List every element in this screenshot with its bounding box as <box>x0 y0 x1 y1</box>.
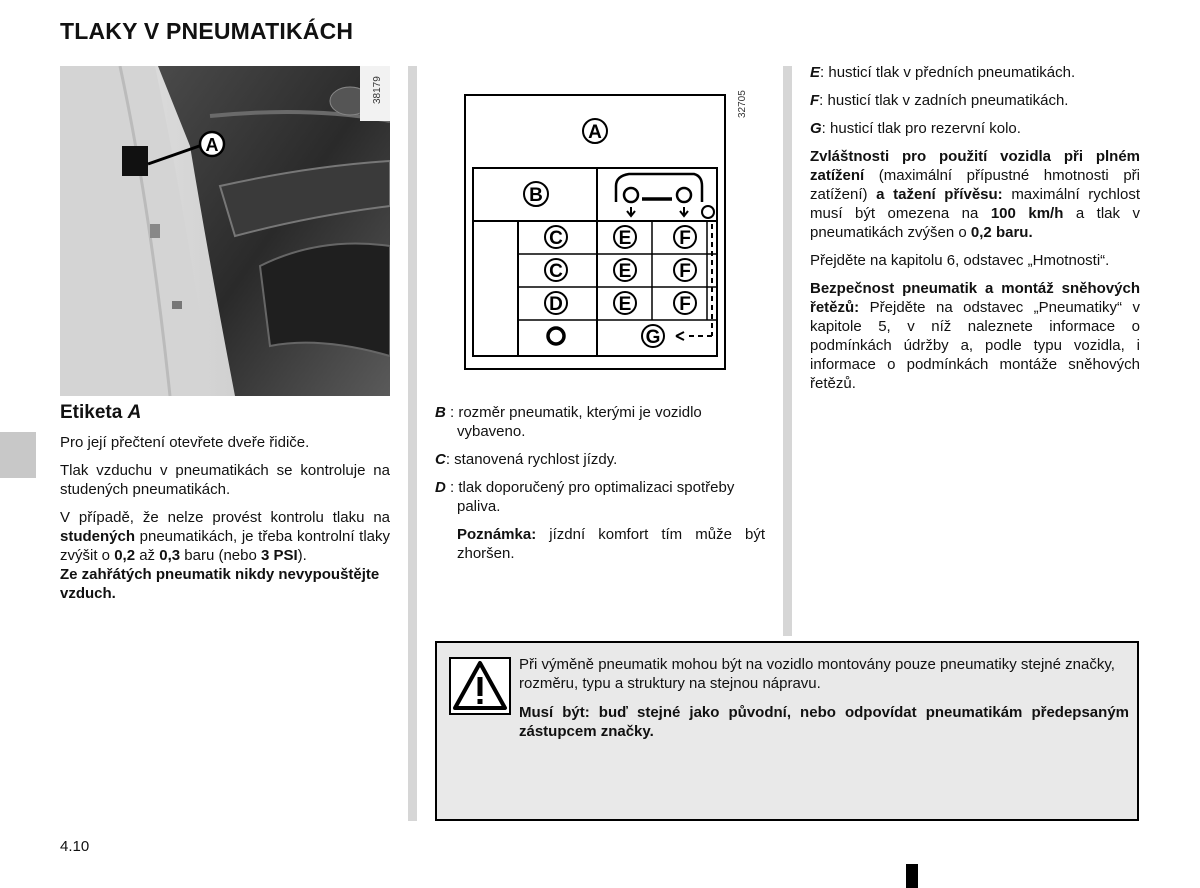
text-run-bold: 0,3 <box>159 547 181 564</box>
legend-text: : stanovená rychlost jízdy. <box>445 451 618 468</box>
text-run-bold: a tažení přívěsu: <box>876 186 1003 203</box>
diagram-label-a: A <box>588 122 602 143</box>
paragraph-do-not-deflate: Ze zahřátých pneumatik nikdy nevypouštějte vzduch. <box>60 566 380 602</box>
warning-triangle-icon <box>451 659 509 713</box>
section-heading <box>60 402 390 424</box>
left-column <box>60 402 390 612</box>
paragraph-weights-ref: Přejděte na kapitolu 6, odstavec „Hmotnosti“. <box>810 252 1110 269</box>
warning-text <box>519 655 1129 750</box>
diagram-cell-r2c1: C <box>549 261 563 282</box>
middle-column <box>435 403 765 572</box>
note-paragraph <box>435 525 765 563</box>
tyre-label-diagram <box>464 94 726 370</box>
diagram-cell-r2c2: E <box>618 261 632 282</box>
diagram-cell-r3c2: E <box>618 294 632 315</box>
diagram-cell-r3c1: D <box>549 294 563 315</box>
column-rule-right <box>783 66 792 636</box>
text-run: pneumatikách, je třeba kontrolní tlaky zvýšit o <box>60 528 390 564</box>
note-text: jízdní komfort tím může být zhoršen. <box>457 526 765 562</box>
column-rule-left <box>408 66 417 821</box>
text-run: maximální rychlost musí být omezena na <box>810 186 1140 222</box>
legend-letter: F <box>810 92 820 109</box>
text-run: (maximální přípustné hmotnosti při zatížení) <box>810 167 1140 203</box>
text-run: Přejděte na odstavec „Pneumatiky“ v kapitole 5, v níž naleznete informace o podmínkách údržby a, podle typu vozidla, i informace o podmínkách montáže sněhových řetězů. <box>810 299 1140 392</box>
tyre-label-drawing <box>464 94 726 370</box>
page-title: TLAKY V PNEUMATIKÁCH <box>60 18 354 44</box>
text-run-bold: 0,2 <box>114 547 136 564</box>
legend-letter: C <box>435 451 446 468</box>
text-run: a tlak v pneumatikách zvýšen o <box>810 205 1141 241</box>
paragraph-open-door: Pro její přečtení otevřete dveře řidiče. <box>60 434 310 451</box>
warning-paragraph-1: Při výměně pneumatik mohou být na vozidlo montovány pouze pneumatiky stejné značky, rozměru, typu a struktury na stejnou nápravu. <box>519 656 1115 692</box>
text-run-bold: studených <box>60 528 136 545</box>
diagram-code: 32705 <box>737 90 748 118</box>
text-run: ). <box>297 547 307 564</box>
text-run-bold: 0,2 baru. <box>970 224 1033 241</box>
chapter-tab <box>0 432 36 478</box>
warning-icon-frame <box>449 657 511 715</box>
legend-letter: D <box>435 479 446 496</box>
legend-letter: E <box>810 64 821 81</box>
door-photo <box>60 66 390 396</box>
legend-item-c <box>435 450 765 469</box>
photo-code: 38179 <box>372 76 383 104</box>
diagram-cell-r1c1: C <box>549 228 563 249</box>
text-run: V případě, že nelze provést kontrolu tlaku na <box>60 509 390 526</box>
legend-text: : husticí tlak v zadních pneumatikách. <box>819 92 1069 109</box>
diagram-cell-r3c3: F <box>679 294 691 315</box>
note-label: Poznámka: <box>457 526 537 543</box>
legend-letter: G <box>810 120 822 137</box>
section-heading-letter: A <box>127 402 142 423</box>
page-edge-mark <box>906 864 918 888</box>
door-illustration <box>60 66 390 396</box>
legend-item-e <box>810 63 1140 82</box>
warning-box <box>435 641 1139 821</box>
text-run-bold: 3 PSI <box>260 547 298 564</box>
text-run-bold: Zvláštnosti pro použití vozidla při plném zatížení <box>810 148 1140 184</box>
diagram-cell-r1c3: F <box>679 228 691 249</box>
photo-callout-label: A <box>205 135 219 155</box>
page-number: 4.10 <box>60 838 90 855</box>
paragraph-full-load <box>810 147 1140 242</box>
text-run-bold: 100 km/h <box>990 205 1064 222</box>
section-heading-prefix: Etiketa <box>60 402 128 423</box>
paragraph-cold-tyres: Tlak vzduchu v pneumatikách se kontroluje na studených pneumatikách. <box>60 462 390 498</box>
legend-text: : husticí tlak pro rezervní kolo. <box>821 120 1021 137</box>
text-run-bold: Bezpečnost pneumatik a montáž sněhových řetězů: <box>810 280 1140 316</box>
legend-item-d <box>435 478 765 516</box>
legend-text: : tlak doporučený pro optimalizaci spotřeby paliva. <box>445 479 735 515</box>
diagram-label-b: B <box>529 185 543 206</box>
diagram-cell-r1c2: E <box>618 228 632 249</box>
text-run: až <box>135 547 160 564</box>
paragraph-snow-chains <box>810 279 1140 393</box>
legend-item-g <box>810 119 1140 138</box>
legend-item-f <box>810 91 1140 110</box>
legend-text: : rozměr pneumatik, kterými je vozidlo vybaveno. <box>445 404 702 440</box>
legend-text: : husticí tlak v předních pneumatikách. <box>820 64 1076 81</box>
warning-paragraph-2: Musí být: buď stejné jako původní, nebo odpovídat pneumatikám předepsaným zástupcem značky. <box>519 704 1129 740</box>
legend-item-b <box>435 403 765 441</box>
legend-letter: B <box>435 404 446 421</box>
diagram-cell-r2c3: F <box>679 261 691 282</box>
diagram-label-g: G <box>645 327 661 348</box>
paragraph-warm-tyres <box>60 508 390 565</box>
text-run: baru (nebo <box>180 547 261 564</box>
right-column <box>810 63 1140 402</box>
